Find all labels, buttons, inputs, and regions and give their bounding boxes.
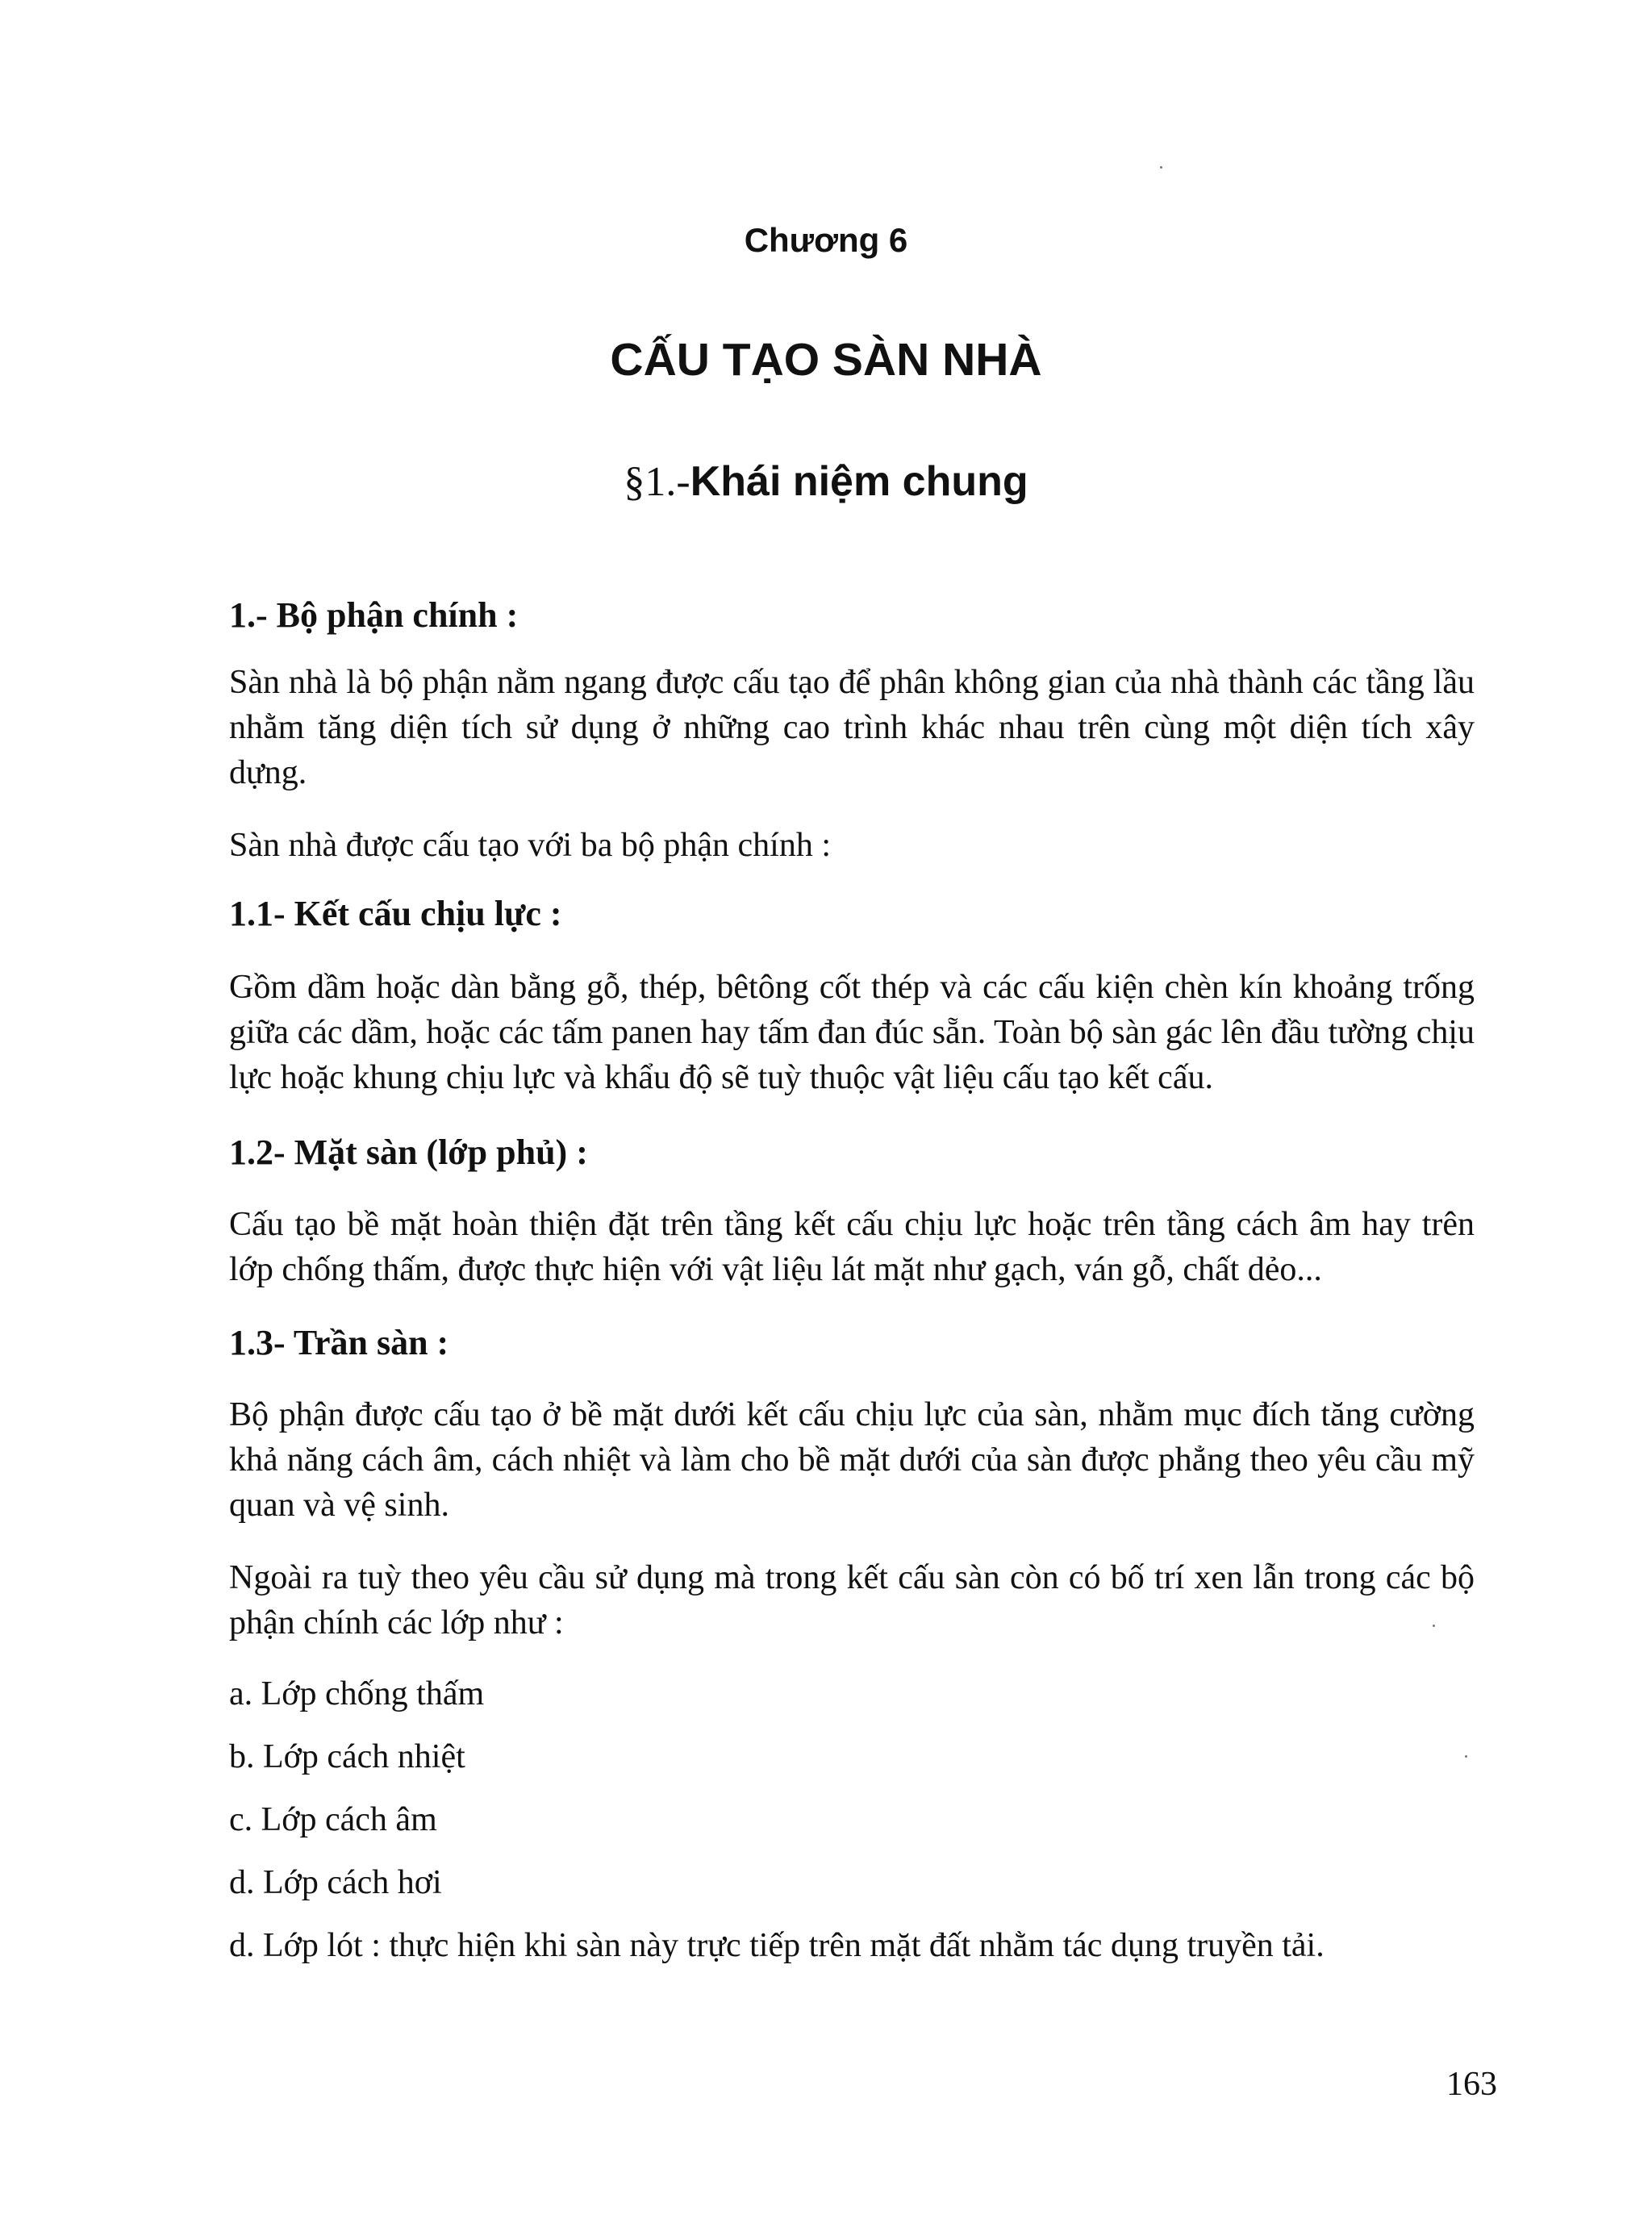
chapter-title: CẤU TẠO SÀN NHÀ xyxy=(610,334,1042,386)
list-item: b. Lớp cách nhiệt xyxy=(229,1738,465,1775)
paragraph-definition: Sàn nhà là bộ phận nằm ngang được cấu tạo để phân không gian của nhà thành các tầng lầu nhằm tăng diện tích sử dụng ở những cao trình khác nhau trên cùng một diện tích xây dựng. xyxy=(229,664,1475,791)
paragraph-floor-surface: Cấu tạo bề mặt hoàn thiện đặt trên tầng kết cấu chịu lực hoặc trên tầng cách âm hay trên lớp chống thấm, được thực hiện với vật liệu lát mặt như gạch, ván gỗ, chất dẻo... xyxy=(229,1206,1475,1288)
list-item: c. Lớp cách âm xyxy=(229,1801,437,1838)
heading-structure: 1.1- Kết cấu chịu lực : xyxy=(229,894,562,933)
page-number: 163 xyxy=(1446,2066,1497,2103)
section-title: Khái niệm chung xyxy=(690,458,1028,505)
paragraph-three-parts: Sàn nhà được cấu tạo với ba bộ phận chính : xyxy=(229,827,831,864)
heading-main-parts: 1.- Bộ phận chính : xyxy=(229,595,519,635)
section-number: §1.- xyxy=(624,459,690,505)
heading-floor-surface: 1.2- Mặt sàn (lớp phủ) : xyxy=(229,1133,588,1172)
list-item: d. Lớp cách hơi xyxy=(229,1864,442,1901)
paragraph-structure: Gồm dầm hoặc dàn bằng gỗ, thép, bêtông cốt thép và các cấu kiện chèn kín khoảng trống giữa các dầm, hoặc các tấm panen hay tấm đan đúc sẵn. Toàn bộ sàn gác lên đầu tường chịu lực hoặc khung chịu lực và khẩu độ sẽ tuỳ thuộc vật liệu cấu tạo kết cấu. xyxy=(229,969,1475,1096)
paragraph-ceiling: Bộ phận được cấu tạo ở bề mặt dưới kết cấu chịu lực của sàn, nhằm mục đích tăng cường khả năng cách âm, cách nhiệt và làm cho bề mặt dưới của sàn được phẳng theo yêu cầu mỹ quan và vệ sinh. xyxy=(229,1396,1475,1524)
scan-speck xyxy=(1465,1755,1467,1758)
scan-speck xyxy=(1160,166,1162,169)
scan-speck xyxy=(1433,1625,1435,1627)
list-item: a. Lớp chống thấm xyxy=(229,1675,485,1712)
heading-ceiling: 1.3- Trần sàn : xyxy=(229,1323,449,1362)
section-heading xyxy=(0,453,1652,511)
chapter-label: Chương 6 xyxy=(744,221,908,259)
list-item: d. Lớp lót : thực hiện khi sàn này trực tiếp trên mặt đất nhằm tác dụng truyền tải. xyxy=(229,1927,1325,1964)
paragraph-additional-layers: Ngoài ra tuỳ theo yêu cầu sử dụng mà trong kết cấu sàn còn có bố trí xen lẫn trong các bộ phận chính các lớp như : xyxy=(229,1559,1475,1641)
